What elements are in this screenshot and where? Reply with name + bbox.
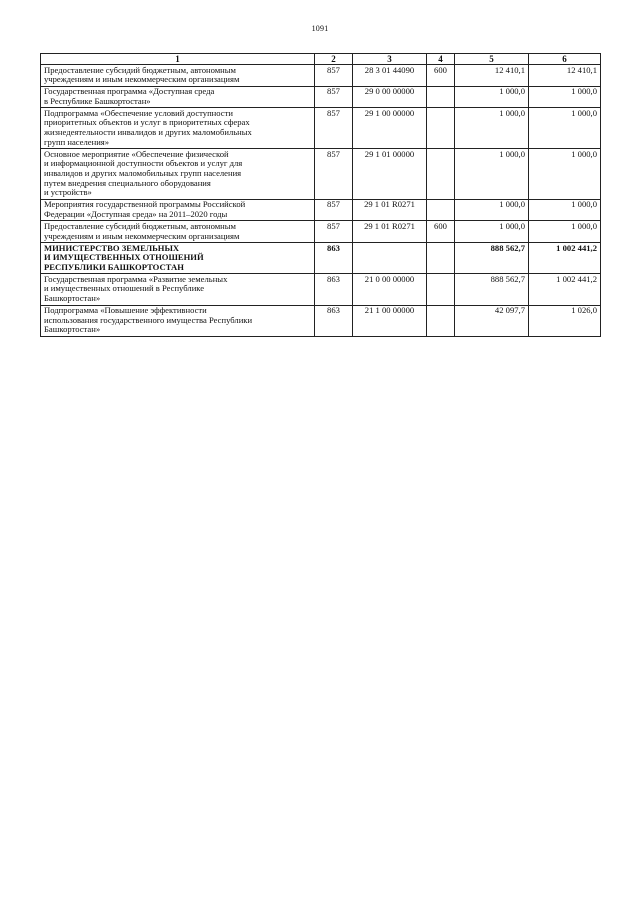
row-target-code: 28 3 01 44090: [353, 65, 427, 87]
row-name: Подпрограмма «Повышение эффективности использования государственного имущества Республики Башкортостан»: [41, 305, 315, 336]
row-expense-type: [427, 149, 455, 199]
table-row: [41, 108, 601, 149]
row-sum-1: 42 097,7: [455, 305, 529, 336]
row-sum-1: 888 562,7: [455, 243, 529, 274]
row-expense-type: [427, 243, 455, 274]
row-sum-2: 1 000,0: [529, 199, 601, 221]
table-row: [41, 305, 601, 336]
row-name: Предоставление субсидий бюджетным, автономным учреждениям и иным некоммерческим организациям: [41, 221, 315, 243]
row-sum-2: 1 000,0: [529, 221, 601, 243]
row-ministry-code: 857: [315, 86, 353, 108]
header-col-1: 1: [41, 54, 315, 65]
row-expense-type: [427, 274, 455, 305]
row-sum-2: 12 410,1: [529, 65, 601, 87]
row-sum-2: 1 000,0: [529, 149, 601, 199]
row-target-code: 29 1 01 R0271: [353, 221, 427, 243]
row-ministry-code: 857: [315, 65, 353, 87]
row-sum-1: 1 000,0: [455, 199, 529, 221]
header-col-6: 6: [529, 54, 601, 65]
row-sum-1: 1 000,0: [455, 86, 529, 108]
table-row: [41, 86, 601, 108]
row-target-code: 29 1 00 00000: [353, 108, 427, 149]
row-sum-2: 1 026,0: [529, 305, 601, 336]
row-sum-1: 1 000,0: [455, 149, 529, 199]
row-ministry-code: 863: [315, 305, 353, 336]
row-expense-type: 600: [427, 221, 455, 243]
row-expense-type: 600: [427, 65, 455, 87]
row-ministry-code: 857: [315, 199, 353, 221]
row-expense-type: [427, 305, 455, 336]
row-sum-2: 1 000,0: [529, 86, 601, 108]
table-row: [41, 221, 601, 243]
row-sum-1: 12 410,1: [455, 65, 529, 87]
row-sum-2: 1 002 441,2: [529, 243, 601, 274]
row-target-code: 29 0 00 00000: [353, 86, 427, 108]
row-ministry-code: 863: [315, 243, 353, 274]
row-name: Мероприятия государственной программы Российской Федерации «Доступная среда» на 2011–2020 годы: [41, 199, 315, 221]
row-name: Основное мероприятие «Обеспечение физической и информационной доступности объектов и услуг для инвалидов и других маломобильных групп населения путем внедрения специального оборудования и устройств»: [41, 149, 315, 199]
row-sum-1: 1 000,0: [455, 221, 529, 243]
header-col-2: 2: [315, 54, 353, 65]
header-col-4: 4: [427, 54, 455, 65]
row-ministry-code: 857: [315, 149, 353, 199]
page-number: 1091: [311, 24, 329, 33]
table-row: [41, 199, 601, 221]
row-target-code: 29 1 01 R0271: [353, 199, 427, 221]
row-expense-type: [427, 108, 455, 149]
row-name: Государственная программа «Доступная среда в Республике Башкортостан»: [41, 86, 315, 108]
budget-table: [40, 53, 601, 337]
table-row: [41, 65, 601, 87]
row-sum-2: 1 002 441,2: [529, 274, 601, 305]
table-row-ministry: [41, 243, 601, 274]
row-target-code: 21 1 00 00000: [353, 305, 427, 336]
row-name: Предоставление субсидий бюджетным, автономным учреждениям и иным некоммерческим организациям: [41, 65, 315, 87]
row-target-code: [353, 243, 427, 274]
row-sum-1: 1 000,0: [455, 108, 529, 149]
row-sum-2: 1 000,0: [529, 108, 601, 149]
row-expense-type: [427, 199, 455, 221]
row-name: Государственная программа «Развитие земельных и имущественных отношений в Республике Башкортостан»: [41, 274, 315, 305]
table-row: [41, 149, 601, 199]
row-target-code: 21 0 00 00000: [353, 274, 427, 305]
ministry-name: МИНИСТЕРСТВО ЗЕМЕЛЬНЫХ И ИМУЩЕСТВЕННЫХ ОТНОШЕНИЙ РЕСПУБЛИКИ БАШКОРТОСТАН: [41, 243, 315, 274]
row-target-code: 29 1 01 00000: [353, 149, 427, 199]
header-col-5: 5: [455, 54, 529, 65]
row-expense-type: [427, 86, 455, 108]
row-ministry-code: 857: [315, 221, 353, 243]
row-ministry-code: 863: [315, 274, 353, 305]
table-row: [41, 274, 601, 305]
header-col-3: 3: [353, 54, 427, 65]
table-header-row: [41, 54, 601, 65]
row-ministry-code: 857: [315, 108, 353, 149]
row-name: Подпрограмма «Обеспечение условий доступности приоритетных объектов и услуг в приоритетных сферах жизнедеятельности инвалидов и других маломобильных групп населения»: [41, 108, 315, 149]
row-sum-1: 888 562,7: [455, 274, 529, 305]
